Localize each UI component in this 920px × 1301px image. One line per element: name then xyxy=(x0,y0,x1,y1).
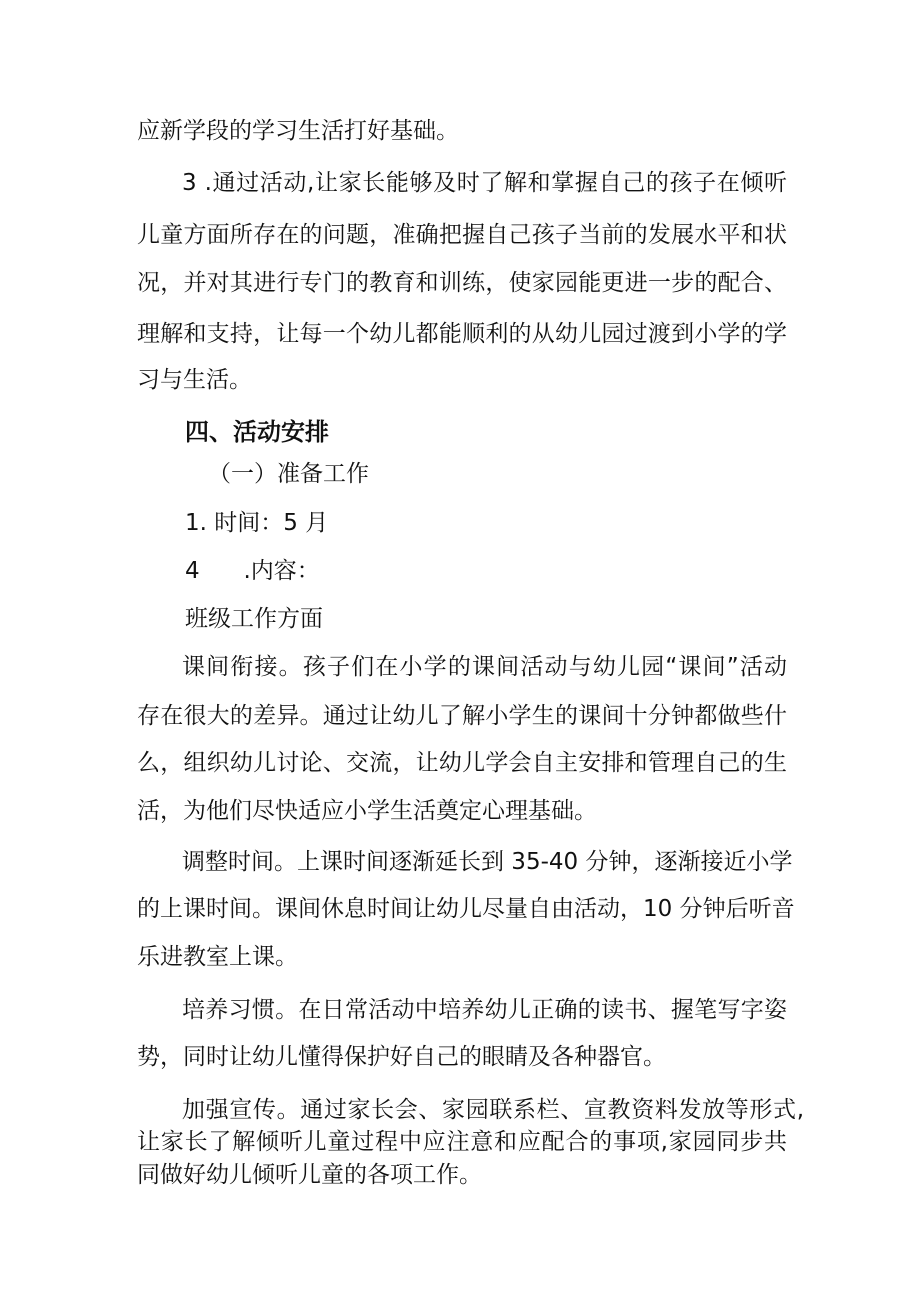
paragraph-line: 课间衔接。孩子们在小学的课间活动与幼儿园“课间”活动 xyxy=(182,654,787,680)
paragraph-line: 势，同时让幼儿懂得保护好自己的眼睛及各种器官。 xyxy=(137,1044,666,1070)
paragraph-line: 活，为他们尽快适应小学生活奠定心理基础。 xyxy=(137,798,597,824)
paragraph-line: 理解和支持，让每一个幼儿都能顺利的从幼儿园过渡到小学的学 xyxy=(137,321,787,347)
section-heading: 四、活动安排 xyxy=(185,418,329,446)
paragraph-line: 应新学段的学习生活打好基础。 xyxy=(137,118,459,144)
list-item: 4 .内容： xyxy=(185,558,320,584)
paragraph-line: 同做好幼儿倾听儿童的各项工作。 xyxy=(137,1162,482,1188)
subsection-heading: （一）准备工作 xyxy=(208,461,369,487)
paragraph-line: 的上课时间。课间休息时间让幼儿尽量自由活动，10 分钟后听音 xyxy=(137,896,795,922)
paragraph-line: 班级工作方面 xyxy=(185,606,323,632)
paragraph-line: 存在很大的差异。通过让幼儿了解小学生的课间十分钟都做些什 xyxy=(137,703,787,729)
list-item: 1. 时间：5 月 xyxy=(185,510,329,536)
paragraph-line: 调整时间。上课时间逐渐延长到 35-40 分钟，逐渐接近小学 xyxy=(182,849,793,875)
paragraph-line: 么，组织幼儿讨论、交流，让幼儿学会自主安排和管理自己的生 xyxy=(137,750,787,776)
paragraph-line: 培养习惯。在日常活动中培养幼儿正确的读书、握笔写字姿 xyxy=(182,997,787,1023)
paragraph-line: 习与生活。 xyxy=(137,367,252,393)
paragraph-line: 儿童方面所存在的问题，准确把握自己孩子当前的发展水平和状 xyxy=(137,222,787,248)
paragraph-line: 3 .通过活动,让家长能够及时了解和掌握自己的孩子在倾听 xyxy=(182,170,787,196)
paragraph-line: 让家长了解倾听儿童过程中应注意和应配合的事项,家园同步共 xyxy=(137,1129,787,1155)
paragraph-line: 乐进教室上课。 xyxy=(137,944,298,970)
paragraph-line: 加强宣传。通过家长会、家园联系栏、宣教资料发放等形式, xyxy=(182,1097,804,1123)
paragraph-line: 况，并对其进行专门的教育和训练，使家园能更进一步的配合、 xyxy=(137,270,787,296)
